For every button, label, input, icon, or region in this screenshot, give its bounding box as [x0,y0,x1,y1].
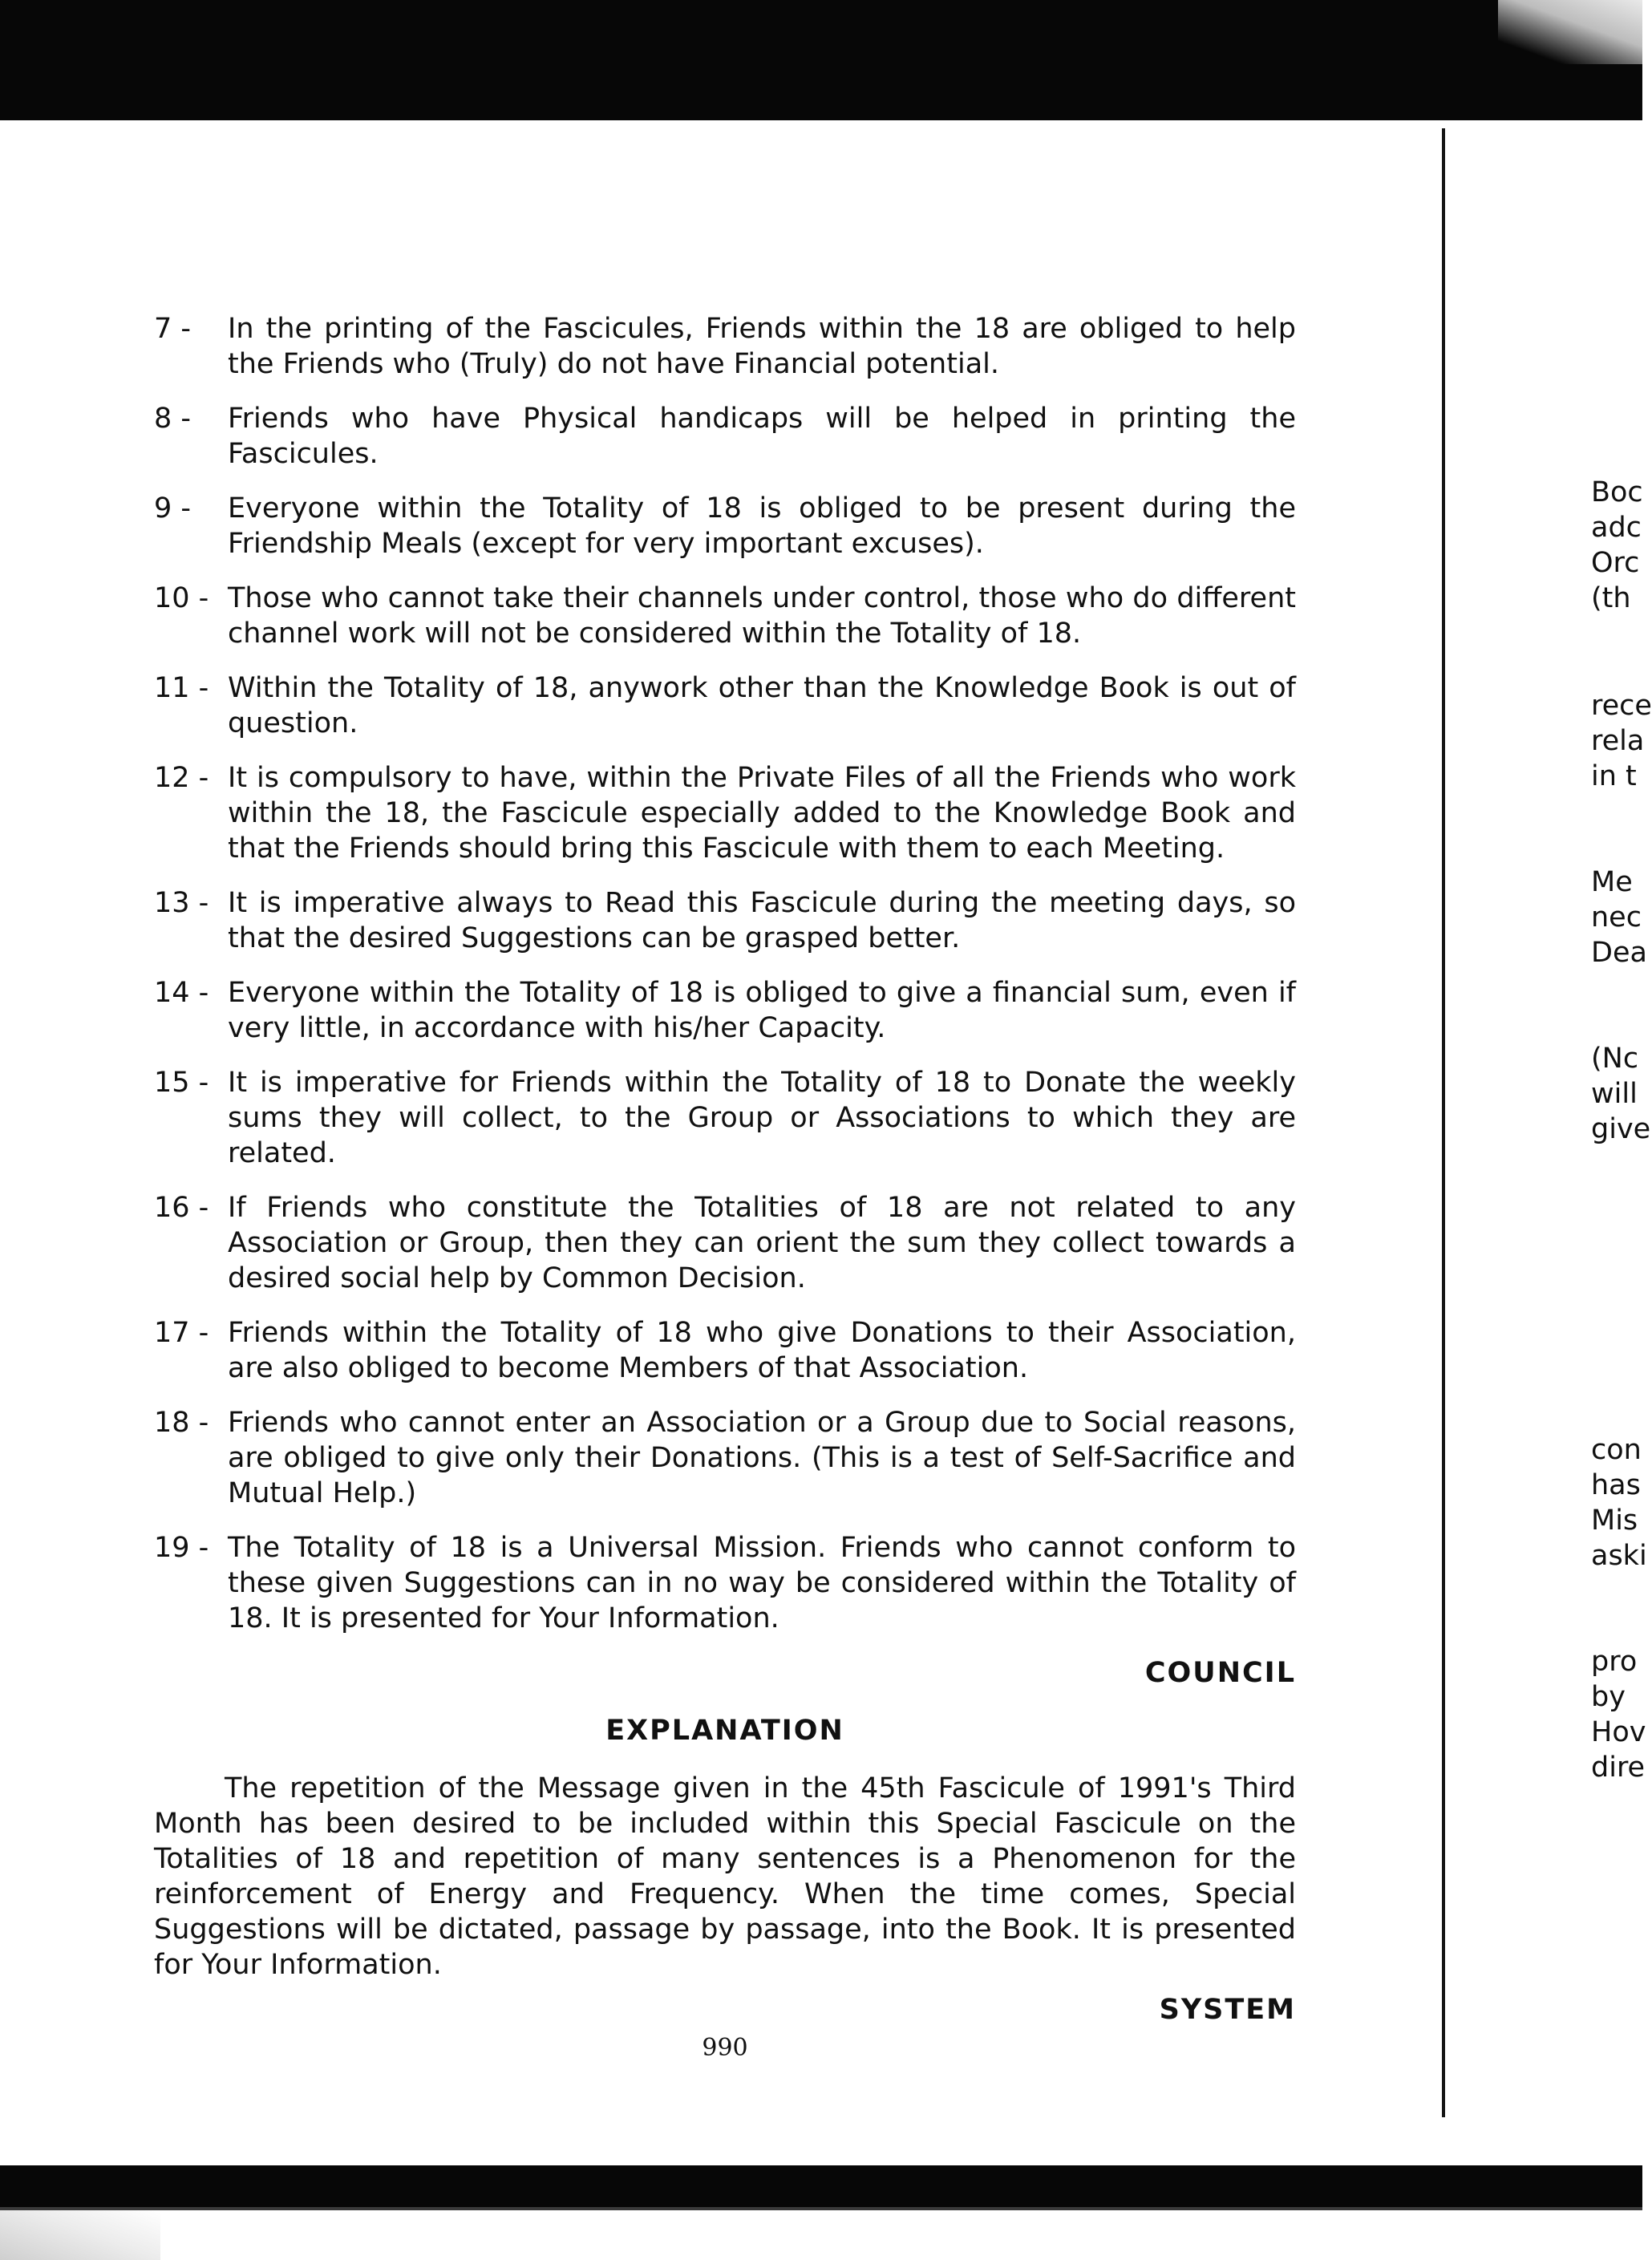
list-item-number: 10 - [154,582,209,614]
numbered-list [154,311,1296,1636]
list-item [154,311,1296,382]
facing-page-fragment: Hov [1591,1716,1646,1748]
list-item-number: 16 - [154,1192,209,1224]
list-item-number: 13 - [154,887,209,919]
list-item-number: 14 - [154,977,209,1009]
facing-page-fragment: by [1591,1681,1626,1713]
book-gutter-line [1442,128,1445,2117]
list-item-number: 17 - [154,1317,209,1349]
facing-page-fragment: (Nc [1591,1043,1639,1075]
list-item [154,760,1296,866]
list-item [154,1405,1296,1511]
list-item-text: Friends within the Totality of 18 who give Donations to their Association, are also obliged to become Members of that Association. [228,1317,1296,1384]
scan-bottom-border [0,2165,1642,2207]
facing-page-edge [1591,0,1652,2260]
facing-page-fragment: dire [1591,1752,1646,1784]
facing-page-fragment: (th [1591,582,1631,614]
facing-page-fragment: aski [1591,1540,1647,1572]
council-signature: COUNCIL [1144,1657,1296,1689]
list-item-text: In the printing of the Fascicules, Friends within the 18 are obliged to help the Friends who (Truly) do not have Financial potential. [228,313,1296,380]
list-item-text: The Totality of 18 is a Universal Mission. Friends who cannot conform to these given Suggestions can in no way be considered within the Totality of 18. It is presented for Your Information. [228,1532,1296,1634]
scan-bottom-stripe [0,2207,1642,2210]
list-item-text: Everyone within the Totality of 18 is obliged to give a financial sum, even if very little, in accordance with his/her Capacity. [228,977,1296,1044]
page-number: 990 [702,2034,748,2062]
list-item-number: 19 - [154,1532,209,1564]
list-item [154,885,1296,956]
list-item-text: Friends who cannot enter an Association or a Group due to Social reasons, are obliged to give only their Donations. (This is a test of Self-Sacrifice and Mutual Help.) [228,1407,1296,1509]
facing-page-fragment: in t [1591,760,1637,792]
facing-page-fragment: Dea [1591,937,1647,969]
list-item [154,1315,1296,1386]
facing-page-fragment: give [1591,1113,1651,1145]
facing-page-fragment: Me [1591,866,1633,898]
list-item-number: 7 - [154,313,192,345]
facing-page-fragment: Mis [1591,1505,1638,1537]
facing-page-fragment: pro [1591,1646,1638,1678]
facing-page-fragment: adc [1591,512,1642,544]
list-item-text: Within the Totality of 18, anywork other than the Knowledge Book is out of question. [228,672,1296,739]
list-item-text: If Friends who constitute the Totalities of 18 are not related to any Association or Group, then they can orient the sum they collect towards a desired social help by Common Decision. [228,1192,1296,1294]
facing-page-fragment: nec [1591,901,1642,934]
list-item-number: 11 - [154,672,209,704]
explanation-paragraph: The repetition of the Message given in the 45th Fascicule of 1991's Third Month has been desired to be included within this Special Fascicule on the Totalities of 18 and repetition of many sentences is a Phenomenon for the reinforcement of Energy and Frequency. When the time comes, Special Suggestions will be dictated, passage by passage, into the Book. It is presented for Your Information. [154,1772,1296,1981]
list-item-number: 15 - [154,1067,209,1099]
list-item-text: Everyone within the Totality of 18 is obliged to be present during the Friendship Meals (except for very important excuses). [228,492,1296,560]
list-item [154,581,1296,651]
scan-top-border [0,0,1642,120]
list-item [154,491,1296,561]
facing-page-fragment: will [1591,1078,1638,1110]
list-item [154,670,1296,741]
list-item-text: It is imperative always to Read this Fascicule during the meeting days, so that the desired Suggestions can be grasped better. [228,887,1296,954]
list-item-text: Those who cannot take their channels under control, those who do different channel work will not be considered within the Totality of 18. [228,582,1296,650]
facing-page-fragment: has [1591,1469,1641,1501]
list-item-number: 12 - [154,762,209,794]
list-item [154,975,1296,1046]
facing-page-fragment: rece [1591,690,1652,722]
list-item-number: 18 - [154,1407,209,1439]
list-item-number: 8 - [154,403,192,435]
facing-page-fragment: Orc [1591,547,1640,579]
scan-bottom-corner-glare [0,2210,160,2260]
page-content [154,311,1296,2027]
facing-page-fragment: Boc [1591,476,1643,508]
facing-page-fragment: rela [1591,725,1645,757]
list-item [154,1065,1296,1171]
explanation-heading: EXPLANATION [605,1715,844,1747]
list-item [154,1190,1296,1296]
list-item-text: Friends who have Physical handicaps will be helped in printing the Fascicules. [228,403,1296,470]
list-item-text: It is imperative for Friends within the Totality of 18 to Donate the weekly sums they will collect, to the Group or Associations to which they are related. [228,1067,1296,1169]
system-signature: SYSTEM [1159,1994,1296,2026]
list-item [154,1530,1296,1636]
facing-page-fragment: con [1591,1434,1642,1466]
list-item-text: It is compulsory to have, within the Private Files of all the Friends who work within the 18, the Fascicule especially added to the Knowledge Book and that the Friends should bring this Fascicule with them to each Meeting. [228,762,1296,865]
list-item-number: 9 - [154,492,192,524]
list-item [154,401,1296,472]
